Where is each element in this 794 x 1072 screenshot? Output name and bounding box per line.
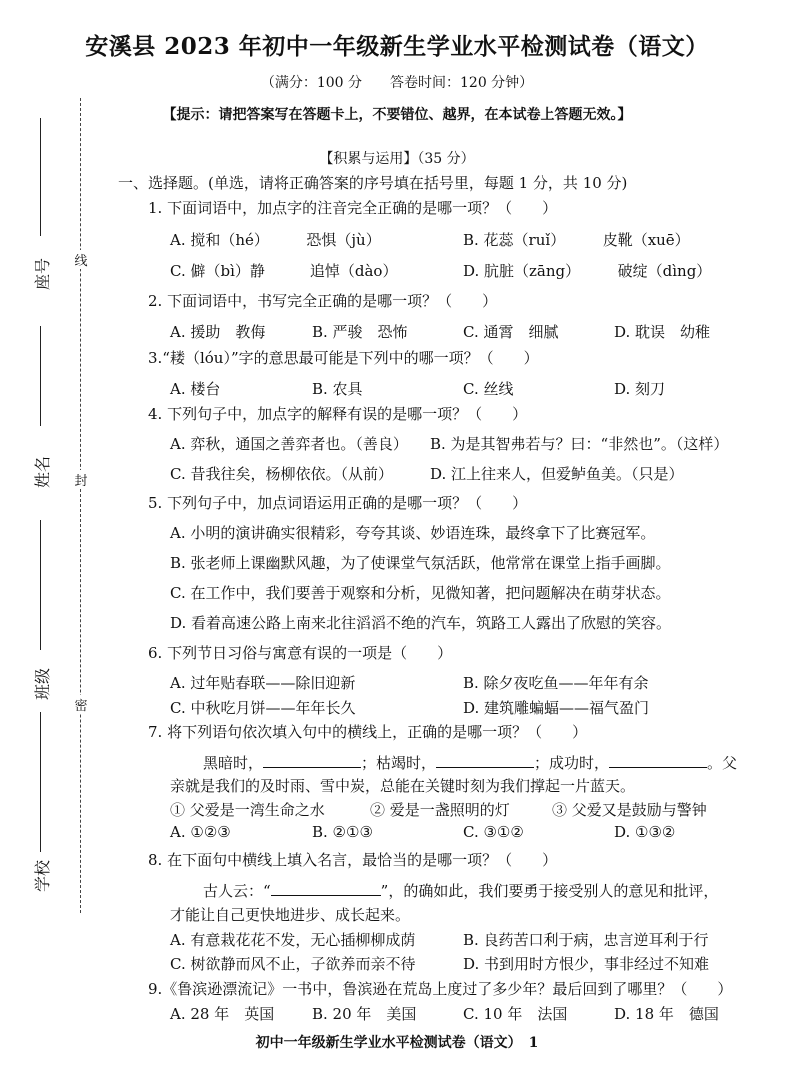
q4-option-d[interactable]: D. 江上往来人，但爱鲈鱼美。（只是） xyxy=(430,465,684,483)
name-label: 姓名 xyxy=(33,455,52,488)
q7-option-b[interactable]: B. ②①③ xyxy=(312,823,373,841)
q7-passage-part2: ；枯竭时， xyxy=(361,754,437,772)
q2-option-c[interactable]: C. 通霄 细腻 xyxy=(463,323,559,341)
q6-option-c[interactable]: C. 中秋吃月饼——年年长久 xyxy=(170,699,356,717)
binding-mark-line: 线 xyxy=(73,250,89,269)
q9-option-d[interactable]: D. 18 年 德国 xyxy=(614,1005,719,1023)
page-footer: 初中一年级新生学业水平检测试卷（语文） 1 xyxy=(255,1035,539,1051)
answer-tip: 【提示：请把答案写在答题卡上，不要错位、越界，在本试卷上答题无效。】 xyxy=(162,107,632,123)
name-write-line xyxy=(40,520,41,650)
paper-title: 安溪县 2023 年初中一年级新生学业水平检测试卷（语文） xyxy=(85,33,709,60)
q2-option-d[interactable]: D. 耽误 幼稚 xyxy=(614,323,711,341)
q7-blank-2[interactable] xyxy=(436,753,534,768)
q8-stem: 8. 在下面句中横线上填入名言，最恰当的是哪一项？（ ） xyxy=(148,851,558,869)
q8-passage-part2: ”，的确如此，我们要勇于接受别人的意见和批评， xyxy=(380,882,719,900)
q7-option-c[interactable]: C. ③①② xyxy=(463,823,524,841)
q4-option-c[interactable]: C. 昔我往矣，杨柳依依。（从前） xyxy=(170,465,393,483)
q3-option-d[interactable]: D. 刻刀 xyxy=(614,380,666,398)
q8-option-d[interactable]: D. 书到用时方恨少，事非经过不知难 xyxy=(463,955,710,973)
q1-option-c[interactable]: C. 僻（bì）静 追悼（dào） xyxy=(170,262,398,280)
binding-mark-seal: 封 xyxy=(73,470,89,489)
q3-option-c[interactable]: C. 丝线 xyxy=(463,380,514,398)
q5-option-a[interactable]: A. 小明的演讲确实很精彩，夸夸其谈、妙语连珠，最终拿下了比赛冠军。 xyxy=(170,524,656,542)
part1-heading: 一、选择题。(单选，请将正确答案的序号填在括号里，每题 1 分，共 10 分) xyxy=(118,174,628,192)
q5-stem: 5. 下列句子中，加点词语运用正确的是哪一项？（ ） xyxy=(148,494,528,512)
school-label: 学校 xyxy=(33,859,52,892)
q7-item-3: ③ 父爱又是鼓励与警钟 xyxy=(552,801,707,819)
q8-passage-part1: 古人云：“ xyxy=(203,882,271,900)
q5-option-d[interactable]: D. 看着高速公路上南来北往滔滔不绝的汽车，筑路工人露出了欣慰的笑容。 xyxy=(170,614,672,632)
q8-option-b[interactable]: B. 良药苦口利于病，忠言逆耳利于行 xyxy=(463,931,709,949)
q4-option-a[interactable]: A. 弈秋，通国之善弈者也。（善良） xyxy=(170,435,408,453)
q4-stem: 4. 下列句子中，加点字的解释有误的是哪一项？（ ） xyxy=(148,405,528,423)
q2-stem: 2. 下面词语中，书写完全正确的是哪一项？（ ） xyxy=(148,292,498,310)
q6-option-a[interactable]: A. 过年贴春联——除旧迎新 xyxy=(170,674,356,692)
binding-dashed-line xyxy=(80,98,81,913)
q3-option-b[interactable]: B. 农具 xyxy=(312,380,363,398)
q1-stem: 1. 下面词语中，加点字的注音完全正确的是哪一项？（ ） xyxy=(148,199,558,217)
q7-passage-line2: 亲就是我们的及时雨、雪中炭，总能在关键时刻为我们撑起一片蓝天。 xyxy=(170,777,636,795)
q7-blank-1[interactable] xyxy=(263,753,361,768)
q8-option-c[interactable]: C. 树欲静而风不止，子欲养而亲不待 xyxy=(170,955,416,973)
q1-option-a[interactable]: A. 搅和（hé） 恐惧（jù） xyxy=(170,231,381,249)
q1-option-d[interactable]: D. 肮脏（zāng） 破绽（dìng） xyxy=(463,262,712,280)
q7-option-d[interactable]: D. ①③② xyxy=(614,823,676,841)
class-write-line xyxy=(40,712,41,852)
q8-option-a[interactable]: A. 有意栽花花不发，无心插柳柳成荫 xyxy=(170,931,416,949)
q9-stem: 9.《鲁滨逊漂流记》一书中，鲁滨逊在荒岛上度过了多少年？最后回到了哪里？（ ） xyxy=(148,980,733,998)
q8-passage-line1 xyxy=(203,880,718,901)
q7-blank-3[interactable] xyxy=(609,753,707,768)
seat-write-line xyxy=(40,118,41,236)
seat-label: 座号 xyxy=(33,257,52,290)
q1-option-b[interactable]: B. 花蕊（ruǐ） 皮靴（xuē） xyxy=(463,231,690,249)
score-time-info: （满分：100 分 答卷时间：120 分钟） xyxy=(260,75,534,91)
q7-passage-line1 xyxy=(203,752,737,773)
q6-option-d[interactable]: D. 建筑雕蝙蝠——福气盈门 xyxy=(463,699,650,717)
q8-passage-line2: 才能让自己更快地进步、成长起来。 xyxy=(170,906,411,924)
q2-option-b[interactable]: B. 严骏 恐怖 xyxy=(312,323,408,341)
q3-option-a[interactable]: A. 楼台 xyxy=(170,380,221,398)
name-write-line-top xyxy=(40,326,41,426)
q9-option-c[interactable]: C. 10 年 法国 xyxy=(463,1005,568,1023)
q5-option-b[interactable]: B. 张老师上课幽默风趣，为了使课堂气氛活跃，他常常在课堂上指手画脚。 xyxy=(170,554,671,572)
q2-option-a[interactable]: A. 援助 教侮 xyxy=(170,323,266,341)
q7-item-1: ① 父爱是一湾生命之水 xyxy=(170,801,325,819)
binding-mark-secret: 密 xyxy=(73,695,89,714)
q7-item-2: ② 爱是一盏照明的灯 xyxy=(370,801,510,819)
q5-option-c[interactable]: C. 在工作中，我们要善于观察和分析，见微知著，把问题解决在萌芽状态。 xyxy=(170,584,671,602)
q7-passage-part1: 黑暗时， xyxy=(203,754,264,772)
q6-option-b[interactable]: B. 除夕夜吃鱼——年年有余 xyxy=(463,674,649,692)
class-label: 班级 xyxy=(33,667,52,700)
q7-option-a[interactable]: A. ①②③ xyxy=(170,823,231,841)
section-title: 【积累与运用】（35 分） xyxy=(319,151,475,167)
q9-option-a[interactable]: A. 28 年 英国 xyxy=(170,1005,275,1023)
q3-stem: 3.“耧（lóu）”字的意思最可能是下列中的哪一项？（ ） xyxy=(148,349,539,367)
q8-blank[interactable] xyxy=(271,881,381,896)
q6-stem: 6. 下列节日习俗与寓意有误的一项是（ ） xyxy=(148,644,453,662)
q7-passage-part3: ；成功时， xyxy=(534,754,610,772)
q4-option-b[interactable]: B. 为是其智弗若与？曰：“非然也”。（这样） xyxy=(430,435,729,453)
q7-passage-part4: 。父 xyxy=(707,754,738,772)
q7-stem: 7. 将下列语句依次填入句中的横线上，正确的是哪一项？（ ） xyxy=(148,723,588,741)
q9-option-b[interactable]: B. 20 年 美国 xyxy=(312,1005,417,1023)
